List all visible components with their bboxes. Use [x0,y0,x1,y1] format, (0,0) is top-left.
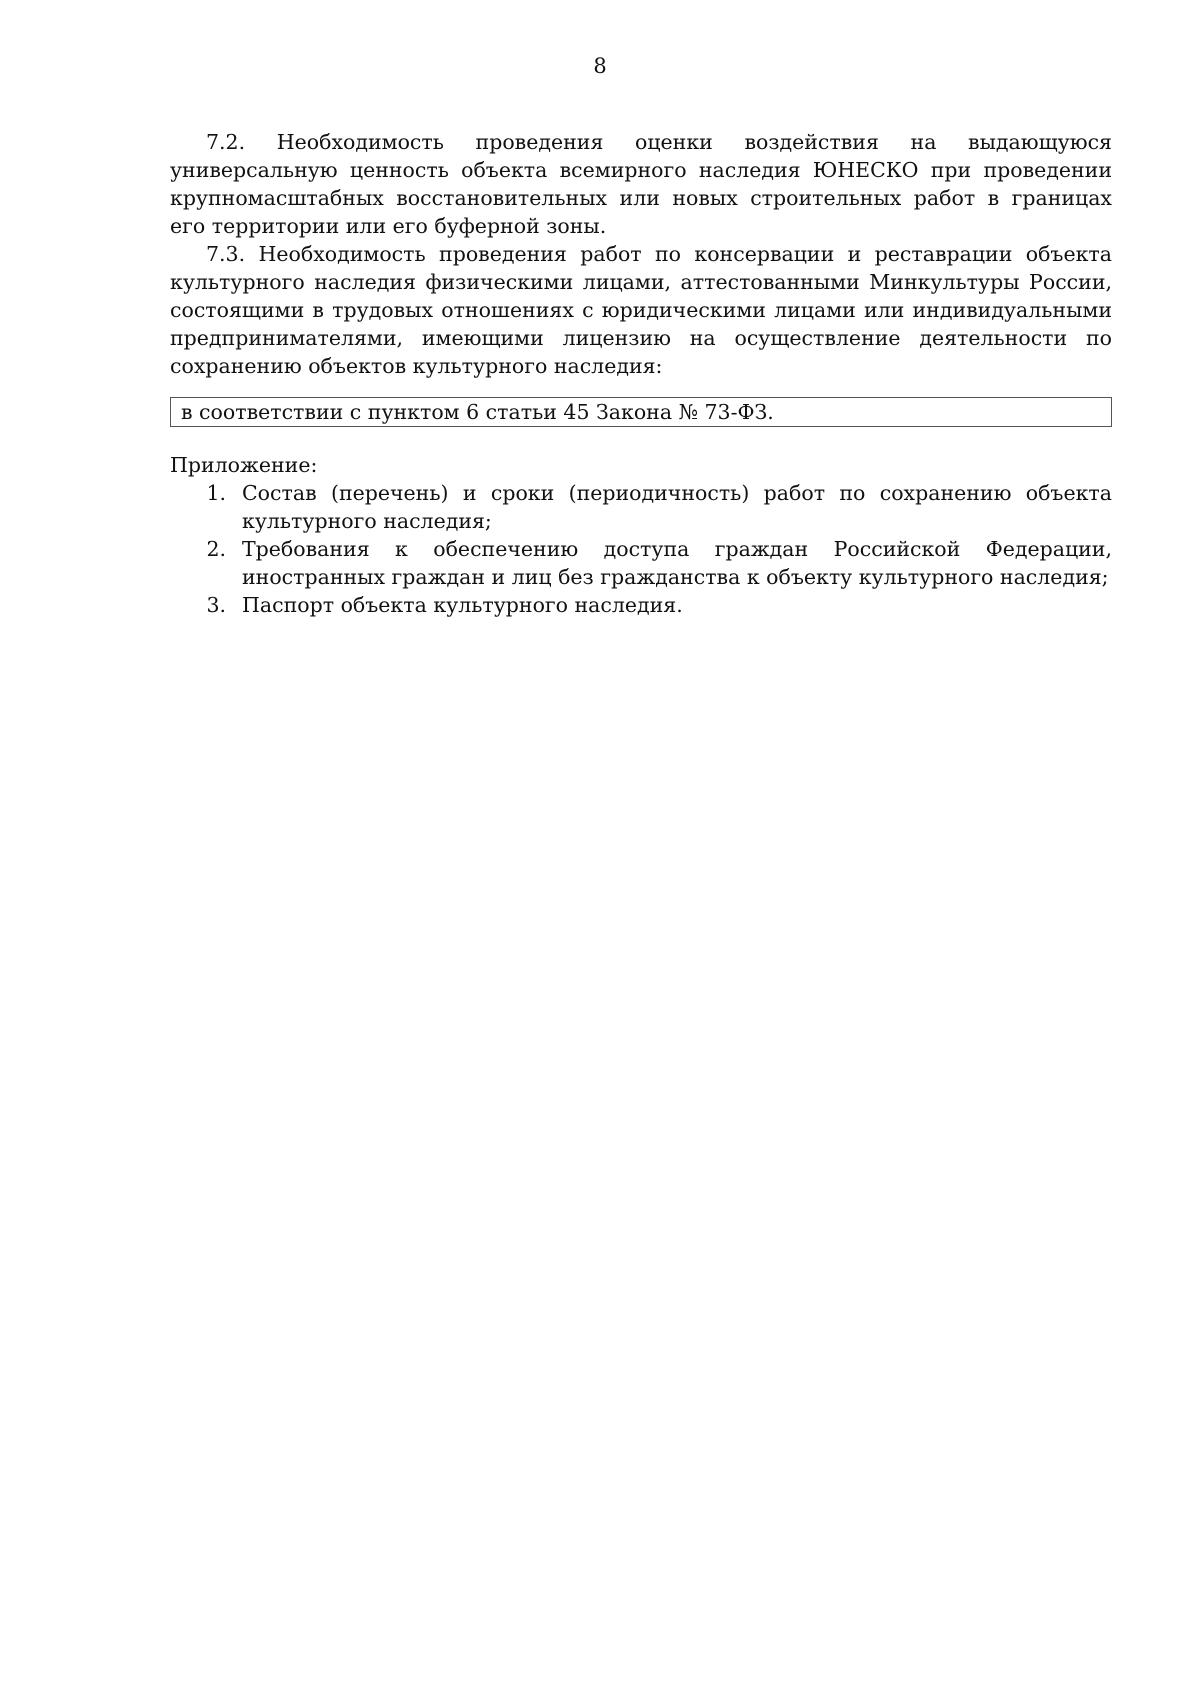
appendix-label: Приложение: [170,453,318,477]
appendix-item-number: 3. [206,593,226,617]
page-number: 8 [593,54,607,78]
paragraph-text: Необходимость проведения работ по консервации и реставрации объекта культурного наследия физическими лицами, аттестованными Минкультуры России, состоящими в трудовых отношениях с юридическими лицами или индивидуальными предпринимателями, имеющими лицензию на осуществление деятельности по сохранению объектов культурного наследия: [170,242,1112,378]
appendix-item-text: Паспорт объекта культурного наследия. [242,593,683,617]
paragraph-7-2 [170,128,1112,240]
paragraph-number: 7.2. [206,130,246,154]
paragraph-number: 7.3. [206,242,246,266]
paragraph-7-3 [170,240,1112,380]
appendix-item-text: Требования к обеспечению доступа граждан Российской Федерации, иностранных граждан и лиц без гражданства к объекту культурного наследия; [242,537,1112,589]
appendix-item-2 [170,535,1112,591]
appendix-item-number: 2. [206,537,226,561]
appendix-item-1 [170,479,1112,535]
document-body [170,128,1112,619]
appendix-item-3 [170,591,1112,619]
appendix-list [170,479,1112,619]
appendix-item-text: Состав (перечень) и сроки (периодичность) работ по сохранению объекта культурного наследия; [242,481,1112,533]
appendix-item-number: 1. [206,481,226,505]
boxed-note: в соответствии с пунктом 6 статьи 45 Закона № 73-ФЗ. [170,397,1112,427]
paragraph-text: Необходимость проведения оценки воздействия на выдающуюся универсальную ценность объекта всемирного наследия ЮНЕСКО при проведении крупномасштабных восстановительных или новых строительных работ в границах его территории или его буферной зоны. [170,130,1112,238]
